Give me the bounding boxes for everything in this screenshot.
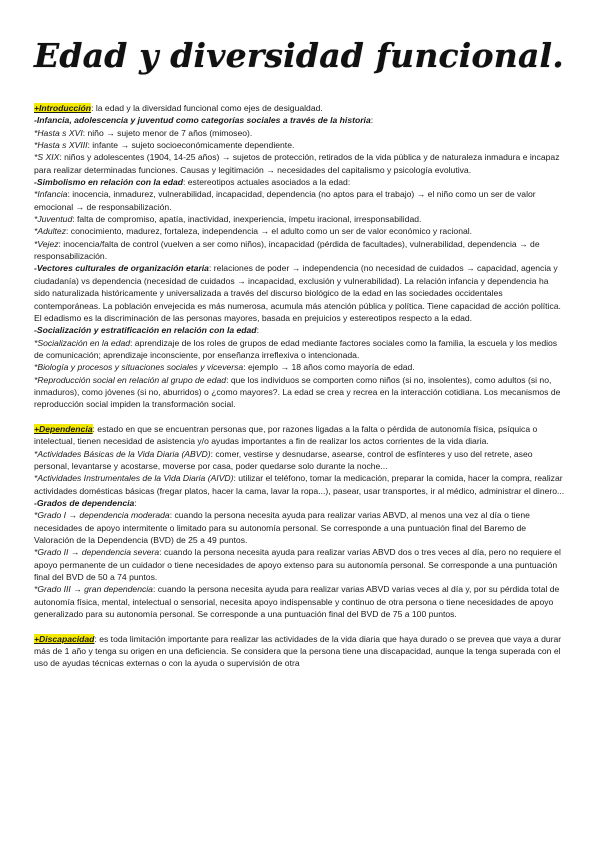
subheading-label: -Vectores culturales de organización etaria xyxy=(34,263,209,274)
item-text: : cuando la persona necesita ayuda para realizar varias ABVD varias veces al día y, por su pérdida total de autonomía física, mental, intelectual o sensorial, necesita apoyo indispensable y continuo de otra persona o tiene necesidades de apoyo generalizado para su autonomía personal. Se corresponde a una puntuación final del BVD de 75 a 100 puntos. xyxy=(34,584,560,620)
item-text: : inocencia, inmadurez, vulnerabilidad, incapacidad, dependencia (no aptos para el trabajo) → el niño como un ser de valor emocional → de responsabilización. xyxy=(34,189,536,212)
item-text: : conocimiento, madurez, fortaleza, independencia → el adulto como un ser de valor económico y racional. xyxy=(66,226,473,237)
item-text: : comer, vestirse y desnudarse, asearse, control de esfínteres y uso del retrete, aseo personal, levantarse y acostarse, moverse por casa, poder quedarse solo durante la noche... xyxy=(34,448,533,471)
paragraph-abvd xyxy=(34,448,565,473)
paragraph-socializacion xyxy=(34,337,565,362)
item-text: : cuando la persona necesita ayuda para realizar varias ABVD dos o tres veces al día, pero no requiere el apoyo permanente de un cuidador o tiene necesidades de apoyo extenso para su autonomía personal. Se corresponde a una puntuación final del BVD de 50 a 74 puntos. xyxy=(34,547,561,583)
item-label: *S XIX xyxy=(34,152,60,163)
paragraph-grado-3 xyxy=(34,583,565,620)
subheading-text: : xyxy=(256,325,259,336)
document-body xyxy=(34,102,565,670)
paragraph-reproduccion xyxy=(34,374,565,411)
paragraph-aivd xyxy=(34,472,565,497)
paragraph-hasta-xvi xyxy=(34,127,565,139)
item-text: : niños y adolescentes (1904, 14-25 años) → sujetos de protección, retirados de la vida pública y de naturaleza inmadura e incapaz para realizar determinadas funciones. Causas y legitimación → necesidades del capitalismo y psicología evolutiva. xyxy=(34,152,560,175)
intro-subheading-infancia xyxy=(34,114,565,126)
section-spacer xyxy=(34,620,565,632)
item-label: *Grado I → dependencia moderada xyxy=(34,510,170,521)
subheading-text: : xyxy=(134,498,137,508)
intro-subheading-vectores xyxy=(34,262,565,324)
subheading-label: -Simbolismo en relación con la edad xyxy=(34,177,183,188)
item-label: *Vejez xyxy=(34,238,59,249)
subheading-label: -Grados de dependencia xyxy=(34,498,135,508)
item-label: *Biología y procesos y situaciones sociales y viceversa xyxy=(34,362,244,373)
intro-subheading-simbolismo xyxy=(34,176,565,188)
dependencia-heading-paragraph xyxy=(34,423,565,448)
subheading-text: : relaciones de poder → independencia (no necesidad de cuidados → capacidad, agencia y ciudadanía) vs dependencia (necesidad de cuidados → incapacidad, exclusión y vulnerabilidad). La relación infancia y dependencia ha sido naturalizada históricamente y universalizada a través del discurso biológico de la edad en las sociedades occidentales contemporáneas. La población envejecida es más numerosa, acumula más atención pública y política. Tiene capacidad de acción política. El edadismo es la discriminación de las personas mayores, basada en prejuicios y estereotipos respecto a la edad. xyxy=(34,263,561,323)
item-label: *Hasta s XVIII xyxy=(34,140,88,151)
paragraph-vejez xyxy=(34,238,565,263)
grados-subheading xyxy=(34,497,565,509)
item-label: *Infancia xyxy=(34,189,68,200)
discapacidad-heading-paragraph xyxy=(34,633,565,670)
paragraph-grado-1 xyxy=(34,509,565,546)
paragraph-infancia xyxy=(34,188,565,213)
dependencia-heading: +Dependencia xyxy=(34,423,93,434)
item-label: *Juventud xyxy=(34,214,73,225)
subheading-label: -Socialización y estratificación en relación con la edad xyxy=(34,325,257,336)
item-label: *Reproducción social en relación al grupo de edad xyxy=(34,374,227,385)
paragraph-biologia xyxy=(34,361,565,373)
page-title: Edad y diversidad funcional. xyxy=(34,36,564,75)
intro-subheading-socializacion xyxy=(34,324,565,336)
intro-heading-paragraph xyxy=(34,102,565,114)
item-label: *Adultez xyxy=(34,226,67,237)
paragraph-adultez xyxy=(34,225,565,237)
subheading-text: : estereotipos actuales asociados a la edad: xyxy=(183,177,351,188)
item-text: : que los individuos se comporten como niños (si no, insolentes), como adultos (si no, inmaduros), como jóvenes (si no, aburridos) o ¿como mayores?. La edad se crea y recrea en la interacción cotidiana. Los mecanismos de reproducción social impiden la transformación social. xyxy=(34,374,561,410)
item-label: *Actividades Básicas de la Vida Diaria (ABVD) xyxy=(34,448,211,459)
item-label: *Grado II → dependencia severa xyxy=(34,547,160,558)
item-text: : niño → sujeto menor de 7 años (mimoseo). xyxy=(82,127,253,138)
item-text: : infante → sujeto socioeconómicamente dependiente. xyxy=(87,140,295,151)
item-label: *Socialización en la edad xyxy=(34,337,131,348)
item-label: *Actividades Instrumentales de la Vida Diaria (AIVD) xyxy=(34,473,234,484)
item-text: : utilizar el teléfono, tomar la medicación, preparar la comida, hacer la compra, realizar actividades domésticas básicas (fregar platos, hacer la cama, lavar la ropa...), pasear, usar transportes, ir al médico, administrar el dinero... xyxy=(34,473,565,496)
intro-heading: +Introducción xyxy=(34,103,92,113)
item-text: : aprendizaje de los roles de grupos de edad mediante factores sociales como la familia, la escuela y los medios de comunicación; aprendizaje inconsciente, por enseñanza irreflexiva o intencionada. xyxy=(34,337,558,360)
discapacidad-heading: +Discapacidad xyxy=(34,633,95,644)
item-text: : inocencia/falta de control (vuelven a ser como niños), incapacidad (pérdida de facultades), vulnerabilidad, dependencia → de responsabilización. xyxy=(34,238,540,262)
paragraph-hasta-xviii xyxy=(34,139,565,151)
item-text: : falta de compromiso, apatía, inactividad, inexperiencia, ímpetu iracional, irresponsabilidad. xyxy=(72,214,422,225)
paragraph-juventud xyxy=(34,213,565,225)
paragraph-grado-2 xyxy=(34,546,565,583)
intro-heading-text: : la edad y la diversidad funcional como ejes de desigualdad. xyxy=(91,103,323,113)
discapacidad-heading-text: : es toda limitación importante para realizar las actividades de la vida diaria que haya durado o se prevea que vaya a durar más de 1 año y tenga su origen en una deficiencia. Se considera que la persona tiene una discapacidad, aunque la tenga superada con el uso de ayudas técnicas externas o con la ayuda o supervisión de otra xyxy=(34,633,562,669)
item-text: : ejemplo → 18 años como mayoría de edad. xyxy=(243,362,415,373)
section-spacer xyxy=(34,411,565,423)
item-text: : cuando la persona necesita ayuda para realizar varias ABVD, al menos una vez al día o tiene necesidades de apoyo intermitente o limitado para su autonomía personal. Se corresponde a una puntuación final del Baremo de Valoración de la Dependencia (BVD) de 25 a 49 puntos. xyxy=(34,510,530,546)
subheading-label: -Infancia, adolescencia y juventud como categorías sociales a través de la historia xyxy=(34,115,371,126)
item-label: *Hasta s XVI xyxy=(34,127,83,138)
item-label: *Grado III → gran dependencia xyxy=(34,584,153,595)
paragraph-s-xix xyxy=(34,151,565,176)
subheading-text: : xyxy=(370,115,374,126)
dependencia-heading-text: : estado en que se encuentran personas que, por razones ligadas a la falta o pérdida de autonomía física, psíquica o intelectual, tienen necesidad de asistencia y/o ayudas importantes a fin de realizar los actos corrientes de la vida diaria. xyxy=(34,423,538,447)
